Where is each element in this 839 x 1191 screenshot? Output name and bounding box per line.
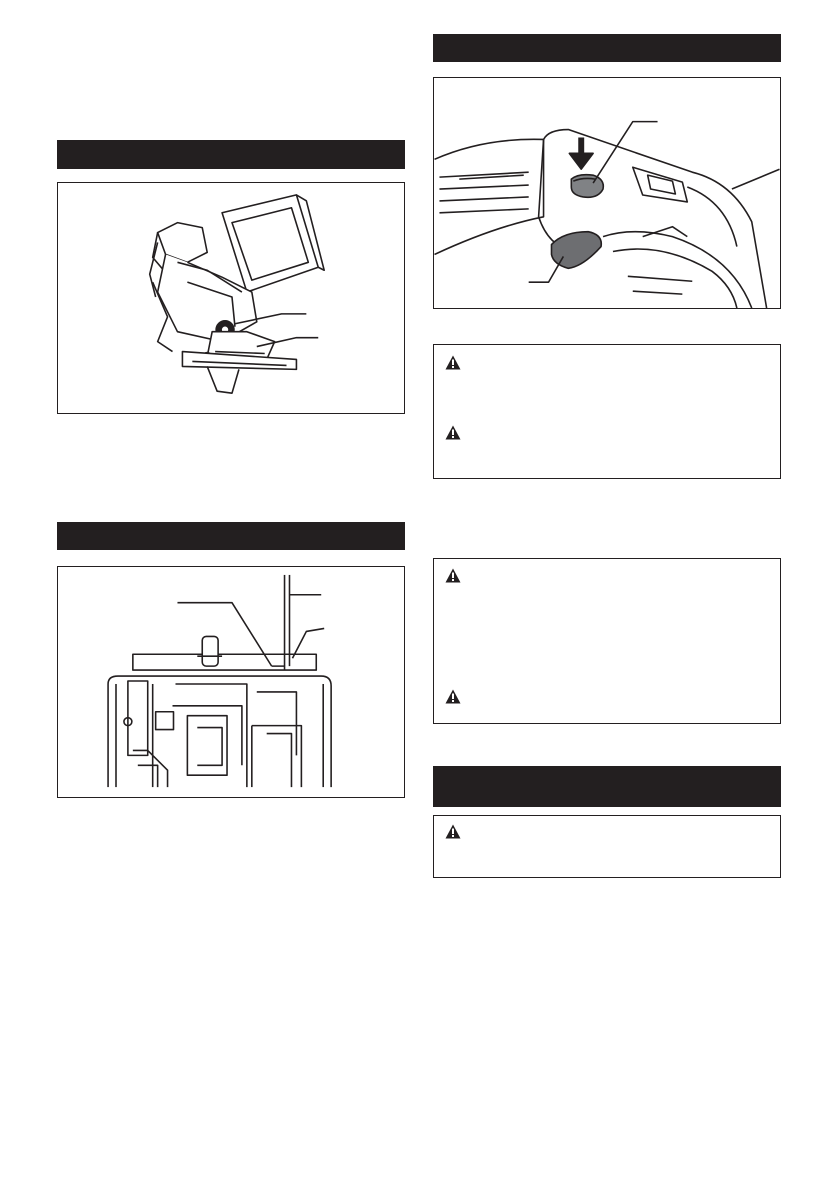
warning-triangle-icon [445, 824, 461, 839]
figure-cutting-line [57, 566, 405, 798]
base-notch-illustration [58, 567, 404, 797]
section-header-bar [433, 766, 781, 807]
section-header-bar [57, 140, 405, 169]
section-header-bar [57, 522, 405, 550]
warning-triangle-icon [445, 355, 461, 370]
saw-bevel-illustration [58, 183, 404, 413]
section-header-bar [433, 34, 781, 62]
warning-triangle-icon [445, 689, 461, 704]
warning-triangle-icon [445, 568, 461, 583]
switch-lock-illustration [434, 78, 780, 308]
warning-box [433, 815, 781, 878]
figure-bevel-lever [57, 182, 405, 414]
warning-box [433, 344, 781, 479]
warning-triangle-icon [445, 425, 461, 440]
figure-switch-lock [433, 77, 781, 309]
warning-box [433, 558, 781, 724]
